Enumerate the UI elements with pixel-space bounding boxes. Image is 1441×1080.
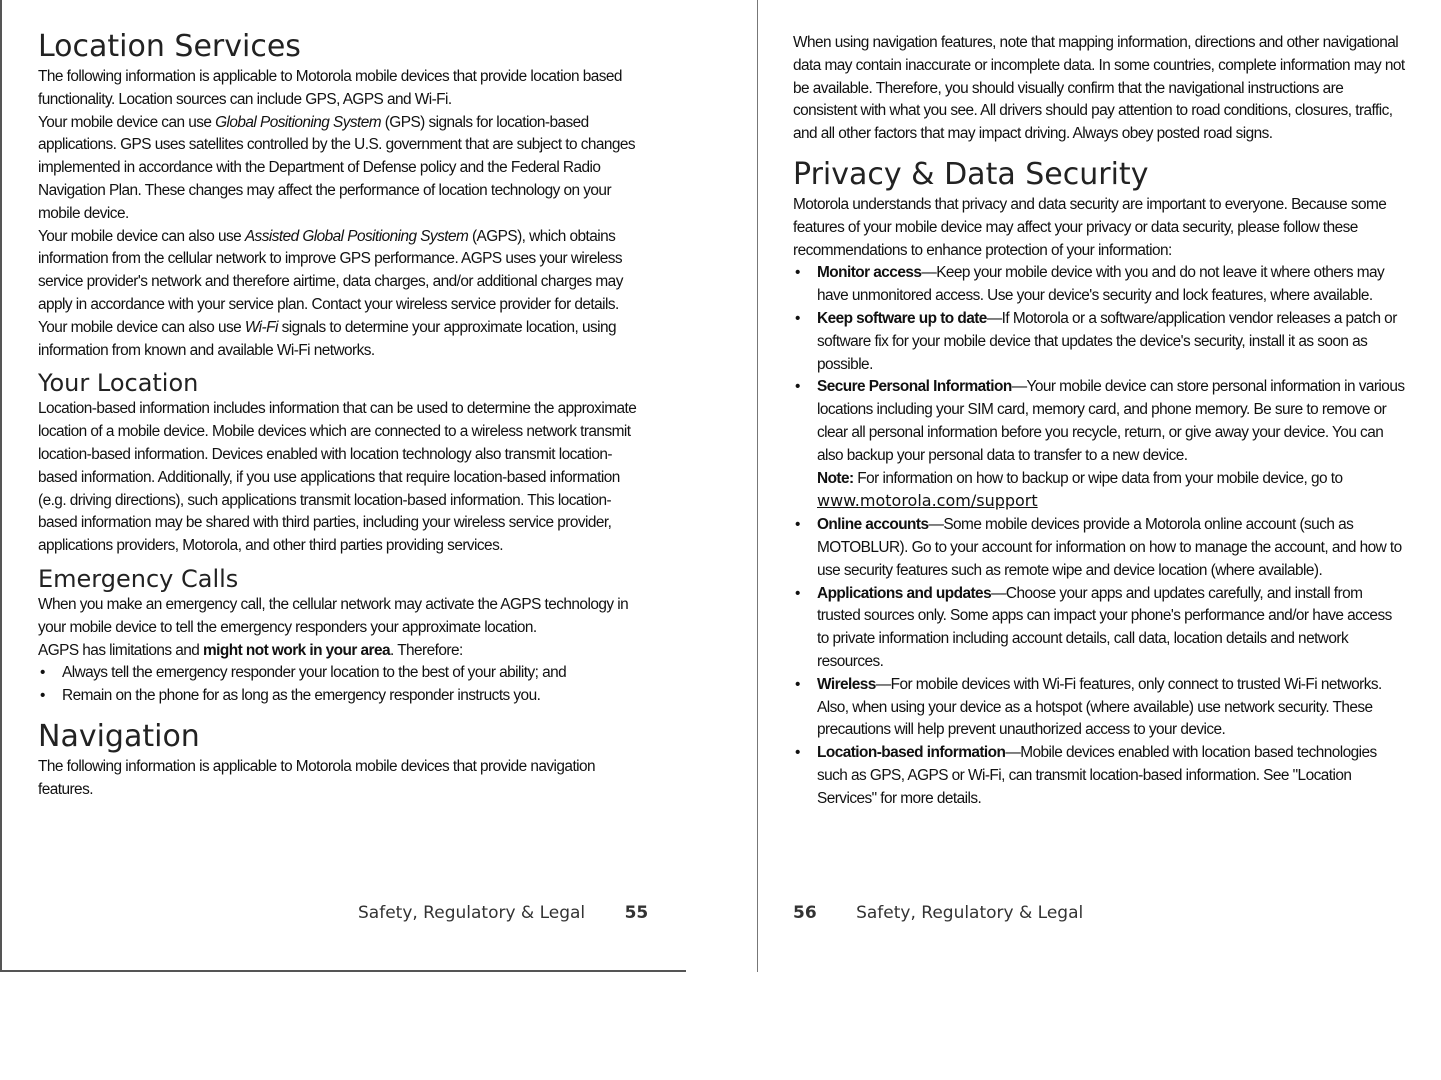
heading-your-location: Your Location [38, 369, 199, 398]
paragraph: When using navigation features, note that mapping information, directions and other navigational data may contain inaccurate or incomplete data. In some countries, complete information may not be available. Therefore, you should visually confirm that the navigational instructions are consistent with what you see. All drivers should pay attention to road conditions, closures, traffic, and all other factors that may impact driving. Always obey posted road signs. [793, 34, 1405, 143]
heading-privacy: Privacy & Data Security [793, 156, 1149, 192]
list-item: • Keep software up to date—If Motorola or a software/application vendor releases a patch or software fix for your mobile device that updates the device's security, install it as soon as possible. [793, 308, 1405, 376]
paragraph: Your mobile device can also use Assisted Global Positioning System (AGPS), which obtains information from the cellular network to improve GPS performance. AGPS uses your wireless service provider's network and therefore airtime, data charges, and/or additional charges may apply in accordance with your service plan. Contact your wireless service provider for details. [38, 227, 623, 313]
list-item: • Secure Personal Information—Your mobile device can store personal information in various locations including your SIM card, memory card, and phone memory. Be sure to remove or clear all personal information before you recycle, return, or give away your device. You can also backup your personal data to transfer to a new device. Note: For information on how to backup or wipe data from your mobile device, go to www.motorola.com/support [793, 376, 1405, 514]
page-56-content [793, 32, 1405, 811]
paragraph: When you make an emergency call, the cellular network may activate the AGPS technology in your mobile device to tell the emergency responders your approximate location. [38, 595, 629, 636]
page-55-content [38, 28, 650, 802]
footer-label: Safety, Regulatory & Legal [856, 903, 1084, 923]
paragraph: Your mobile device can use Global Positioning System (GPS) signals for location-based applications. GPS uses satellites controlled by the U.S. government that are subject to changes implemented in accordance with the Department of Defense policy and the Federal Radio Navigation Plan. These changes may affect the performance of location technology on your mobile device. [38, 113, 636, 222]
paragraph: The following information is applicable to Motorola mobile devices that provide navigation features. [38, 757, 596, 798]
support-link[interactable]: www.motorola.com/support [817, 491, 1038, 511]
footer-label: Safety, Regulatory & Legal [358, 903, 586, 923]
heading-location-services: Location Services [38, 29, 301, 64]
heading-navigation: Navigation [38, 718, 200, 754]
note: Note: For information on how to backup or wipe data from your mobile device, go to www.motorola.com/support [817, 469, 1343, 511]
footer-page-55 [358, 903, 648, 923]
list-item: • Always tell the emergency responder your location to the best of your ability; and [38, 662, 650, 685]
paragraph: Location-based information includes information that can be used to determine the approximate location of a mobile device. Mobile devices which are connected to a wireless network transmit location-based information. Devices enabled with location technology also transmit location-based information. Additionally, if you use applications that require location-based information (e.g. driving directions), such applications transmit location-based information. This location-based information may be shared with third parties, including your wireless service provider, applications providers, Motorola, and other third parties providing services. [38, 400, 637, 555]
page-border-left [0, 0, 2, 972]
page-number: 56 [793, 903, 817, 923]
list-item: • Wireless—For mobile devices with Wi-Fi features, only connect to trusted Wi-Fi networks. Also, when using your device as a hotspot (where available) use network security. These precautions will help prevent unauthorized access to your device. [793, 674, 1405, 742]
footer-page-56 [793, 903, 1083, 923]
paragraph: AGPS has limitations and might not work in your area. Therefore: [38, 641, 463, 659]
page-divider [757, 0, 758, 972]
list-item: • Online accounts—Some mobile devices provide a Motorola online account (such as MOTOBLUR). Go to your account for information on how to manage the account, and how to use security features such as remote wipe and device location (where available). [793, 514, 1405, 582]
list-item: • Location-based information—Mobile devices enabled with location based technologies such as GPS, AGPS or Wi-Fi, can transmit location-based information. See "Location Services" for more details. [793, 742, 1405, 810]
paragraph: Motorola understands that privacy and data security are important to everyone. Because some features of your mobile device may affect your privacy or data security, please follow these recommendations to enhance protection of your information: [793, 195, 1387, 259]
list-item: • Remain on the phone for as long as the emergency responder instructs you. [38, 685, 650, 708]
list-item: • Applications and updates—Choose your apps and updates carefully, and install from trusted sources only. Some apps can impact your phone's performance and/or have access to private information including account details, call data, location details and network resources. [793, 583, 1405, 674]
list-item: • Monitor access—Keep your mobile device with you and do not leave it where others may have unmonitored access. Use your device's security and lock features, where available. [793, 262, 1405, 308]
paragraph: The following information is applicable to Motorola mobile devices that provide location based functionality. Location sources can include GPS, AGPS and Wi-Fi. [38, 68, 622, 108]
page-border-bottom [0, 970, 686, 972]
privacy-list [793, 262, 1405, 810]
page-number: 55 [624, 903, 649, 923]
paragraph: Your mobile device can also use Wi-Fi signals to determine your approximate location, using information from known and available Wi-Fi networks. [38, 318, 617, 359]
heading-emergency-calls: Emergency Calls [38, 564, 239, 593]
emergency-list [38, 662, 650, 708]
